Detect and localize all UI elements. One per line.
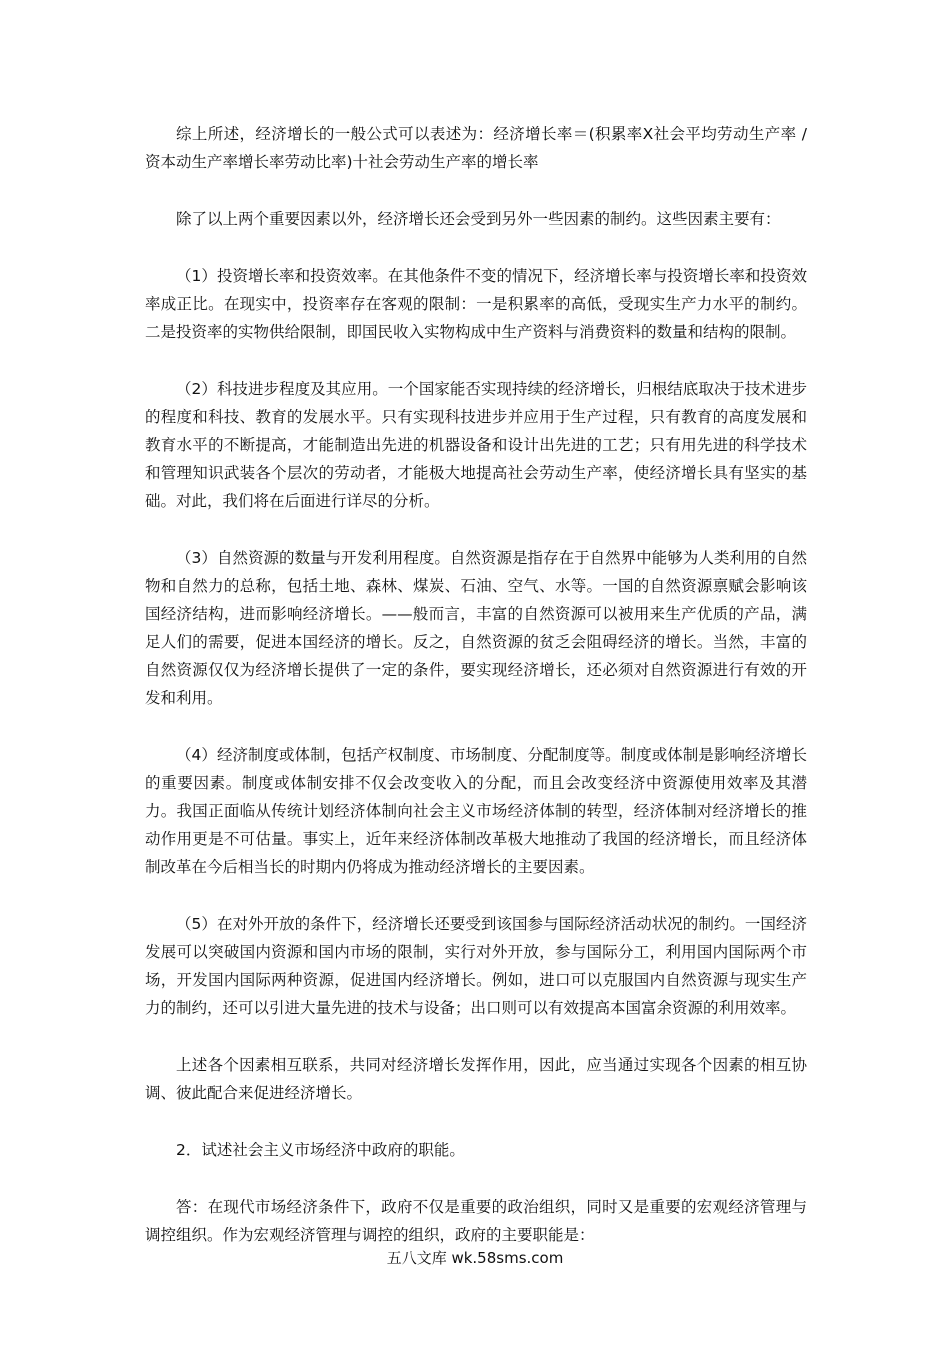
paragraph-factor-3-natural-resources: （3）自然资源的数量与开发利用程度。自然资源是指存在于自然界中能够为人类利用的自然物和自然力的总称，包括土地、森林、煤炭、石油、空气、水等。一国的自然资源禀赋会影响该国经济结构，进而影响经济增长。——般而言，丰富的自然资源可以被用来生产优质的产品，满足人们的需要，促进本国经济的增长。反之，自然资源的贫乏会阻碍经济的增长。当然，丰富的自然资源仅仅为经济增长提供了一定的条件，要实现经济增长，还必须对自然资源进行有效的开发和利用。 — [145, 549, 807, 707]
page-footer-watermark: 五八文库 wk.58sms.com — [386, 1249, 564, 1267]
paragraph-factor-2-technology: （2）科技进步程度及其应用。一个国家能否实现持续的经济增长，归根结底取决于技术进步的程度和科技、教育的发展水平。只有实现科技进步并应用于生产过程，只有教育的高度发展和教育水平的不断提高，才能制造出先进的机器设备和设计出先进的工艺；只有用先进的科学技术和管理知识武装各个层次的劳动者，才能极大地提高社会劳动生产率，使经济增长具有坚实的基础。对此，我们将在后面进行详尽的分析。 — [145, 380, 807, 510]
paragraph-factor-1-investment: （1）投资增长率和投资效率。在其他条件不变的情况下，经济增长率与投资增长率和投资效率成正比。在现实中，投资率存在客观的限制：一是积累率的高低，受现实生产力水平的制约。二是投资率的实物供给限制，即国民收入实物构成中生产资料与消费资料的数量和结构的限制。 — [145, 267, 807, 341]
answer-2-paragraph: 答：在现代市场经济条件下，政府不仅是重要的政治组织，同时又是重要的宏观经济管理与调控组织。作为宏观经济管理与调控的组织，政府的主要职能是： — [145, 1198, 807, 1244]
paragraph-factor-5-opening-up: （5）在对外开放的条件下，经济增长还要受到该国参与国际经济活动状况的制约。一国经济发展可以突破国内资源和国内市场的限制，实行对外开放，参与国际分工，利用国内国际两个市场，开发国内国际两种资源，促进国内经济增长。例如，进口可以克服国内自然资源与现实生产力的制约，还可以引进大量先进的技术与设备；出口则可以有效提高本国富余资源的利用效率。 — [145, 915, 807, 1017]
paragraph-factors-conclusion: 上述各个因素相互联系，共同对经济增长发挥作用，因此，应当通过实现各个因素的相互协调、彼此配合来促进经济增长。 — [145, 1056, 807, 1102]
paragraph-summary-formula: 综上所述，经济增长的一般公式可以表述为：经济增长率＝(积累率X社会平均劳动生产率 / 资本动生产率增长率劳动比率)十社会劳动生产率的增长率 — [145, 125, 807, 171]
paragraph-other-factors-intro: 除了以上两个重要因素以外，经济增长还会受到另外一些因素的制约。这些因素主要有： — [176, 210, 781, 228]
question-2-heading: 2．试述社会主义市场经济中政府的职能。 — [176, 1141, 465, 1159]
document-body — [145, 120, 807, 1278]
paragraph-factor-4-economic-system: （4）经济制度或体制，包括产权制度、市场制度、分配制度等。制度或体制是影响经济增长的重要因素。制度或体制安排不仅会改变收入的分配，而且会改变经济中资源使用效率及其潜力。我国正面临从传统计划经济体制向社会主义市场经济体制的转型，经济体制对经济增长的推动作用更是不可估量。事实上，近年来经济体制改革极大地推动了我国的经济增长，而且经济体制改革在今后相当长的时期内仍将成为推动经济增长的主要因素。 — [145, 746, 807, 876]
